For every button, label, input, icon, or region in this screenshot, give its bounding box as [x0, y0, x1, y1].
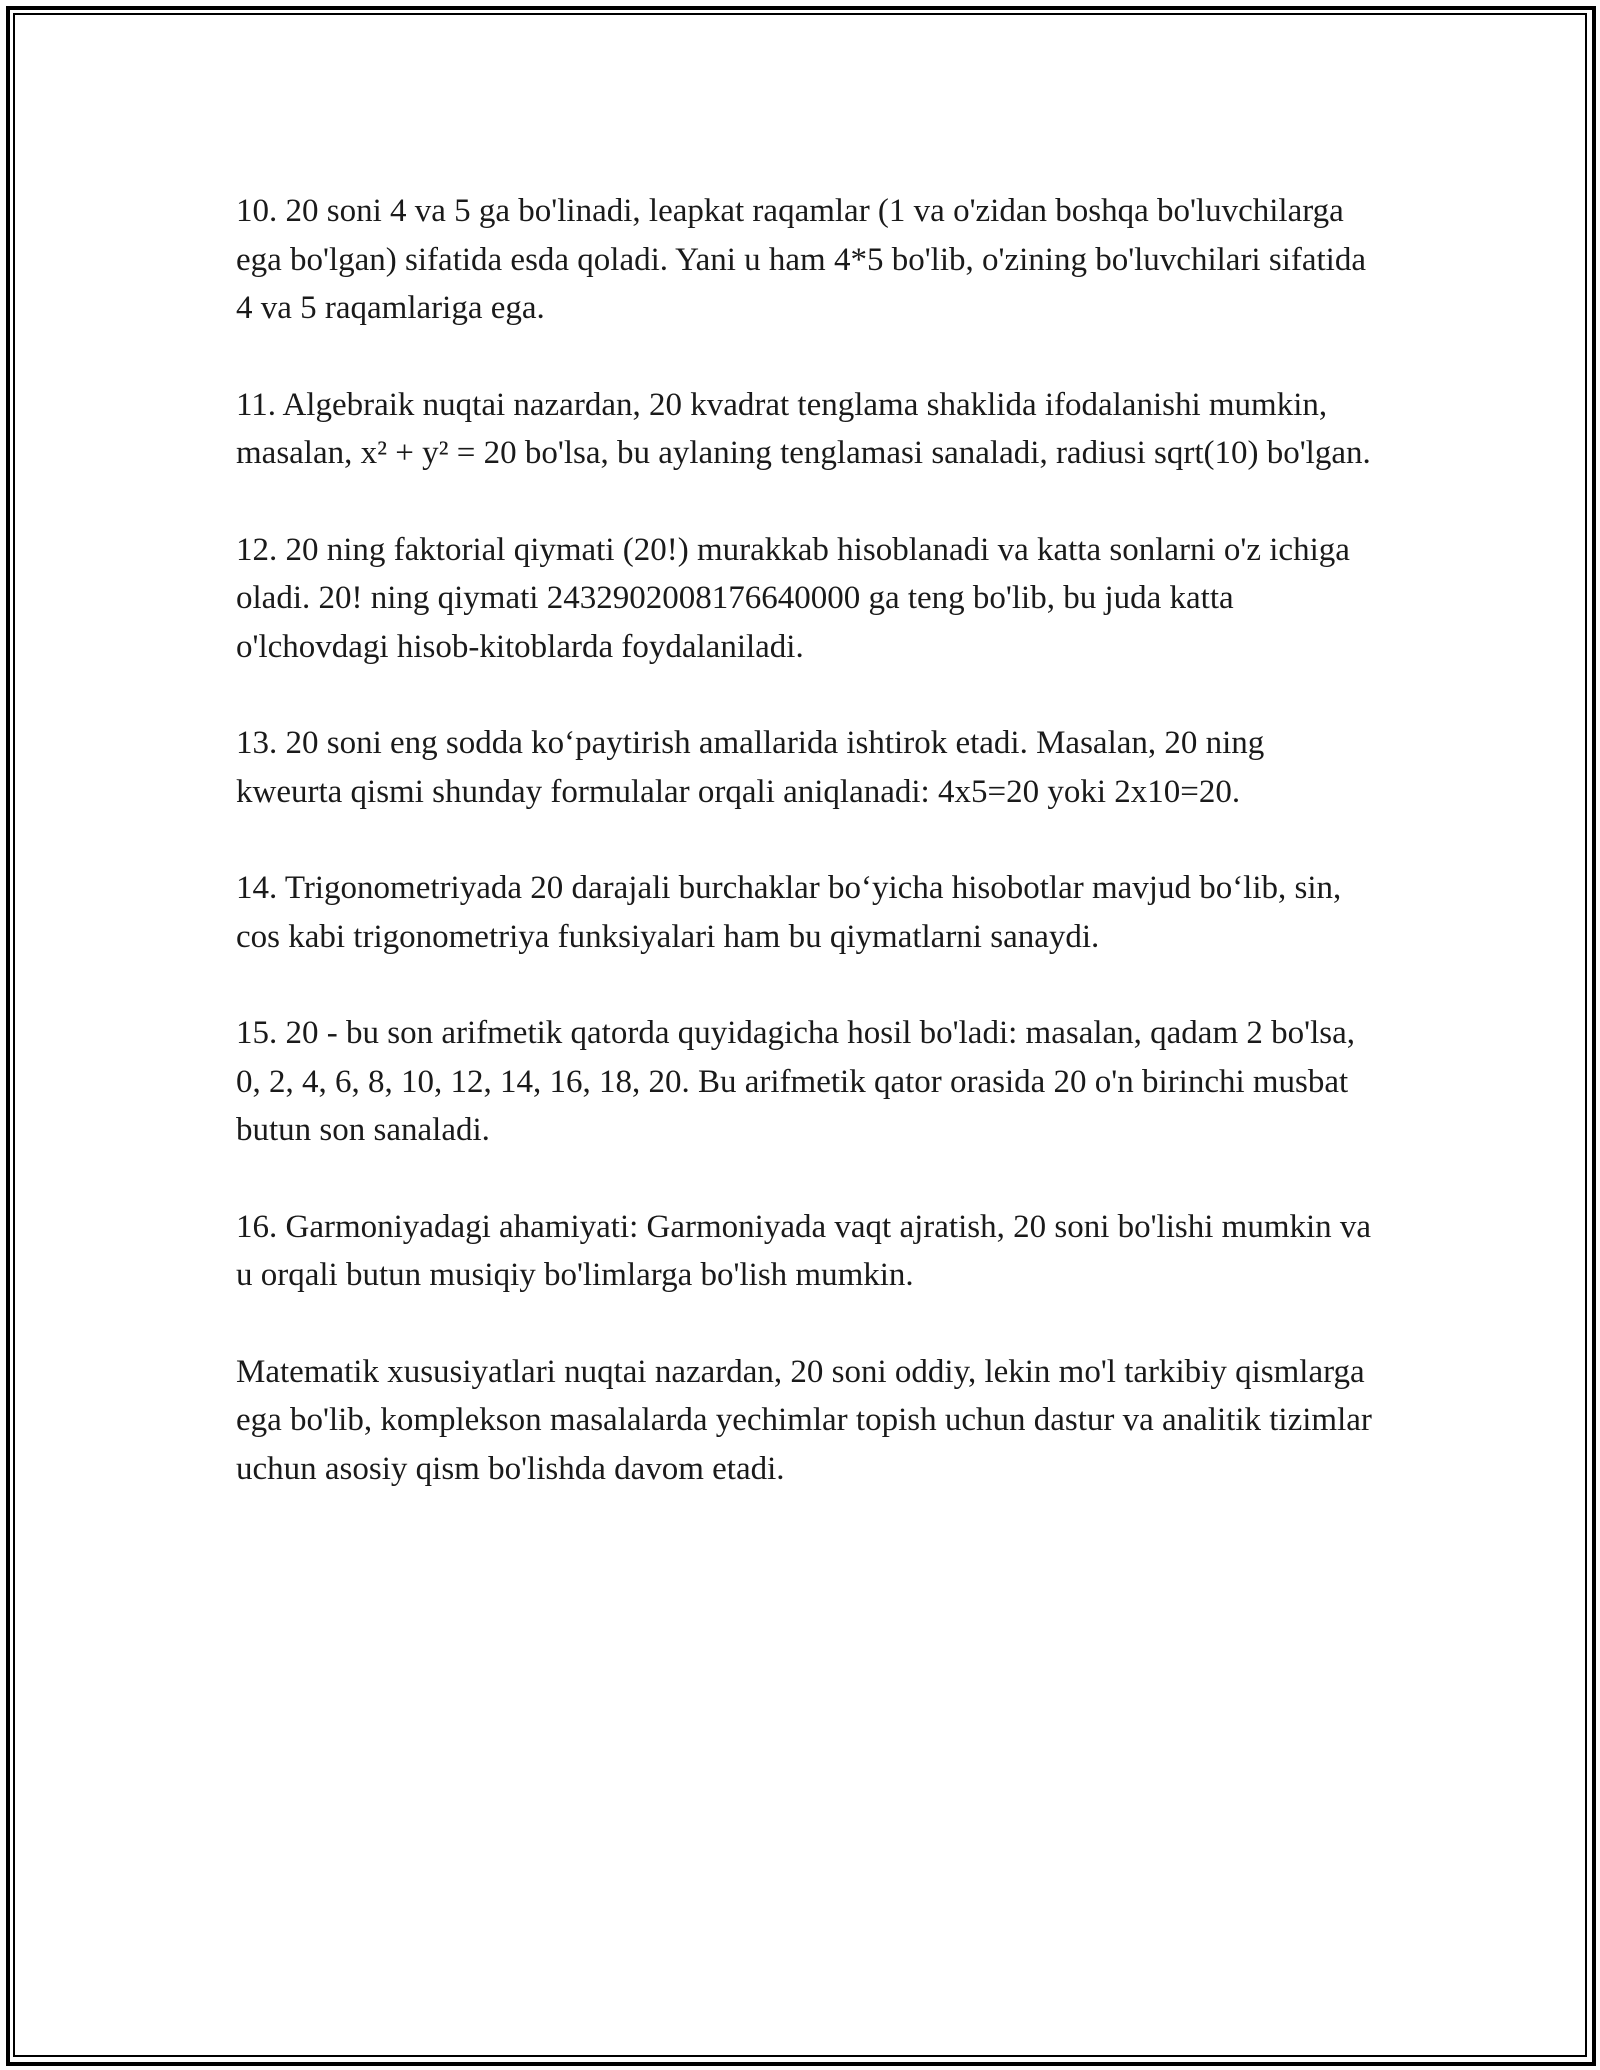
- paragraph-13: 13. 20 soni eng sodda ko‘paytirish amallarida ishtirok etadi. Masalan, 20 ning kweurta qismi shunday formulalar orqali aniqlanadi: 4x5=20 yoki 2x10=20.: [236, 725, 1265, 810]
- paragraph-16: 16. Garmoniyadagi ahamiyati: Garmoniyada vaqt ajratish, 20 soni bo'lishi mumkin va u orqali butun musiqiy bo'limlarga bo'lish mumkin.: [236, 1208, 1372, 1293]
- paragraph-11: 11. Algebraik nuqtai nazardan, 20 kvadrat tenglama shaklida ifodalanishi mumkin, masalan, x² + y² = 20 bo'lsa, bu aylaning tenglamasi sanaladi, radiusi sqrt(10) bo'lgan.: [236, 386, 1371, 471]
- document-body: [236, 187, 1376, 1541]
- paragraph-14: 14. Trigonometriyada 20 darajali burchaklar bo‘yicha hisobotlar mavjud bo‘lib, sin, cos kabi trigonometriya funksiyalari ham bu qiymatlarni sanaydi.: [236, 870, 1342, 955]
- paragraph-10: 10. 20 soni 4 va 5 ga bo'linadi, leapkat raqamlar (1 va o'zidan boshqa bo'luvchilarga ega bo'lgan) sifatida esda qoladi. Yani u ham 4*5 bo'lib, o'zining bo'luvchilari sifatida 4 va 5 raqamlariga ega.: [236, 193, 1366, 326]
- paragraph-15: 15. 20 - bu son arifmetik qatorda quyidagicha hosil bo'ladi: masalan, qadam 2 bo'lsa, 0, 2, 4, 6, 8, 10, 12, 14, 16, 18, 20. Bu arifmetik qator orasida 20 o'n birinchi musbat butun son sanaladi.: [236, 1015, 1355, 1148]
- paragraph-conclusion: Matematik xususiyatlari nuqtai nazardan, 20 soni oddiy, lekin mo'l tarkibiy qismlarga ega bo'lib, komplekson masalalarda yechimlar topish uchun dastur va analitik tizimlar uchun asosiy qism bo'lishda davom etadi.: [236, 1353, 1372, 1487]
- paragraph-12: 12. 20 ning faktorial qiymati (20!) murakkab hisoblanadi va katta sonlarni o'z ichiga oladi. 20! ning qiymati 2432902008176640000 ga teng bo'lib, bu juda katta o'lchovdagi hisob-kitoblarda foydalaniladi.: [236, 531, 1350, 665]
